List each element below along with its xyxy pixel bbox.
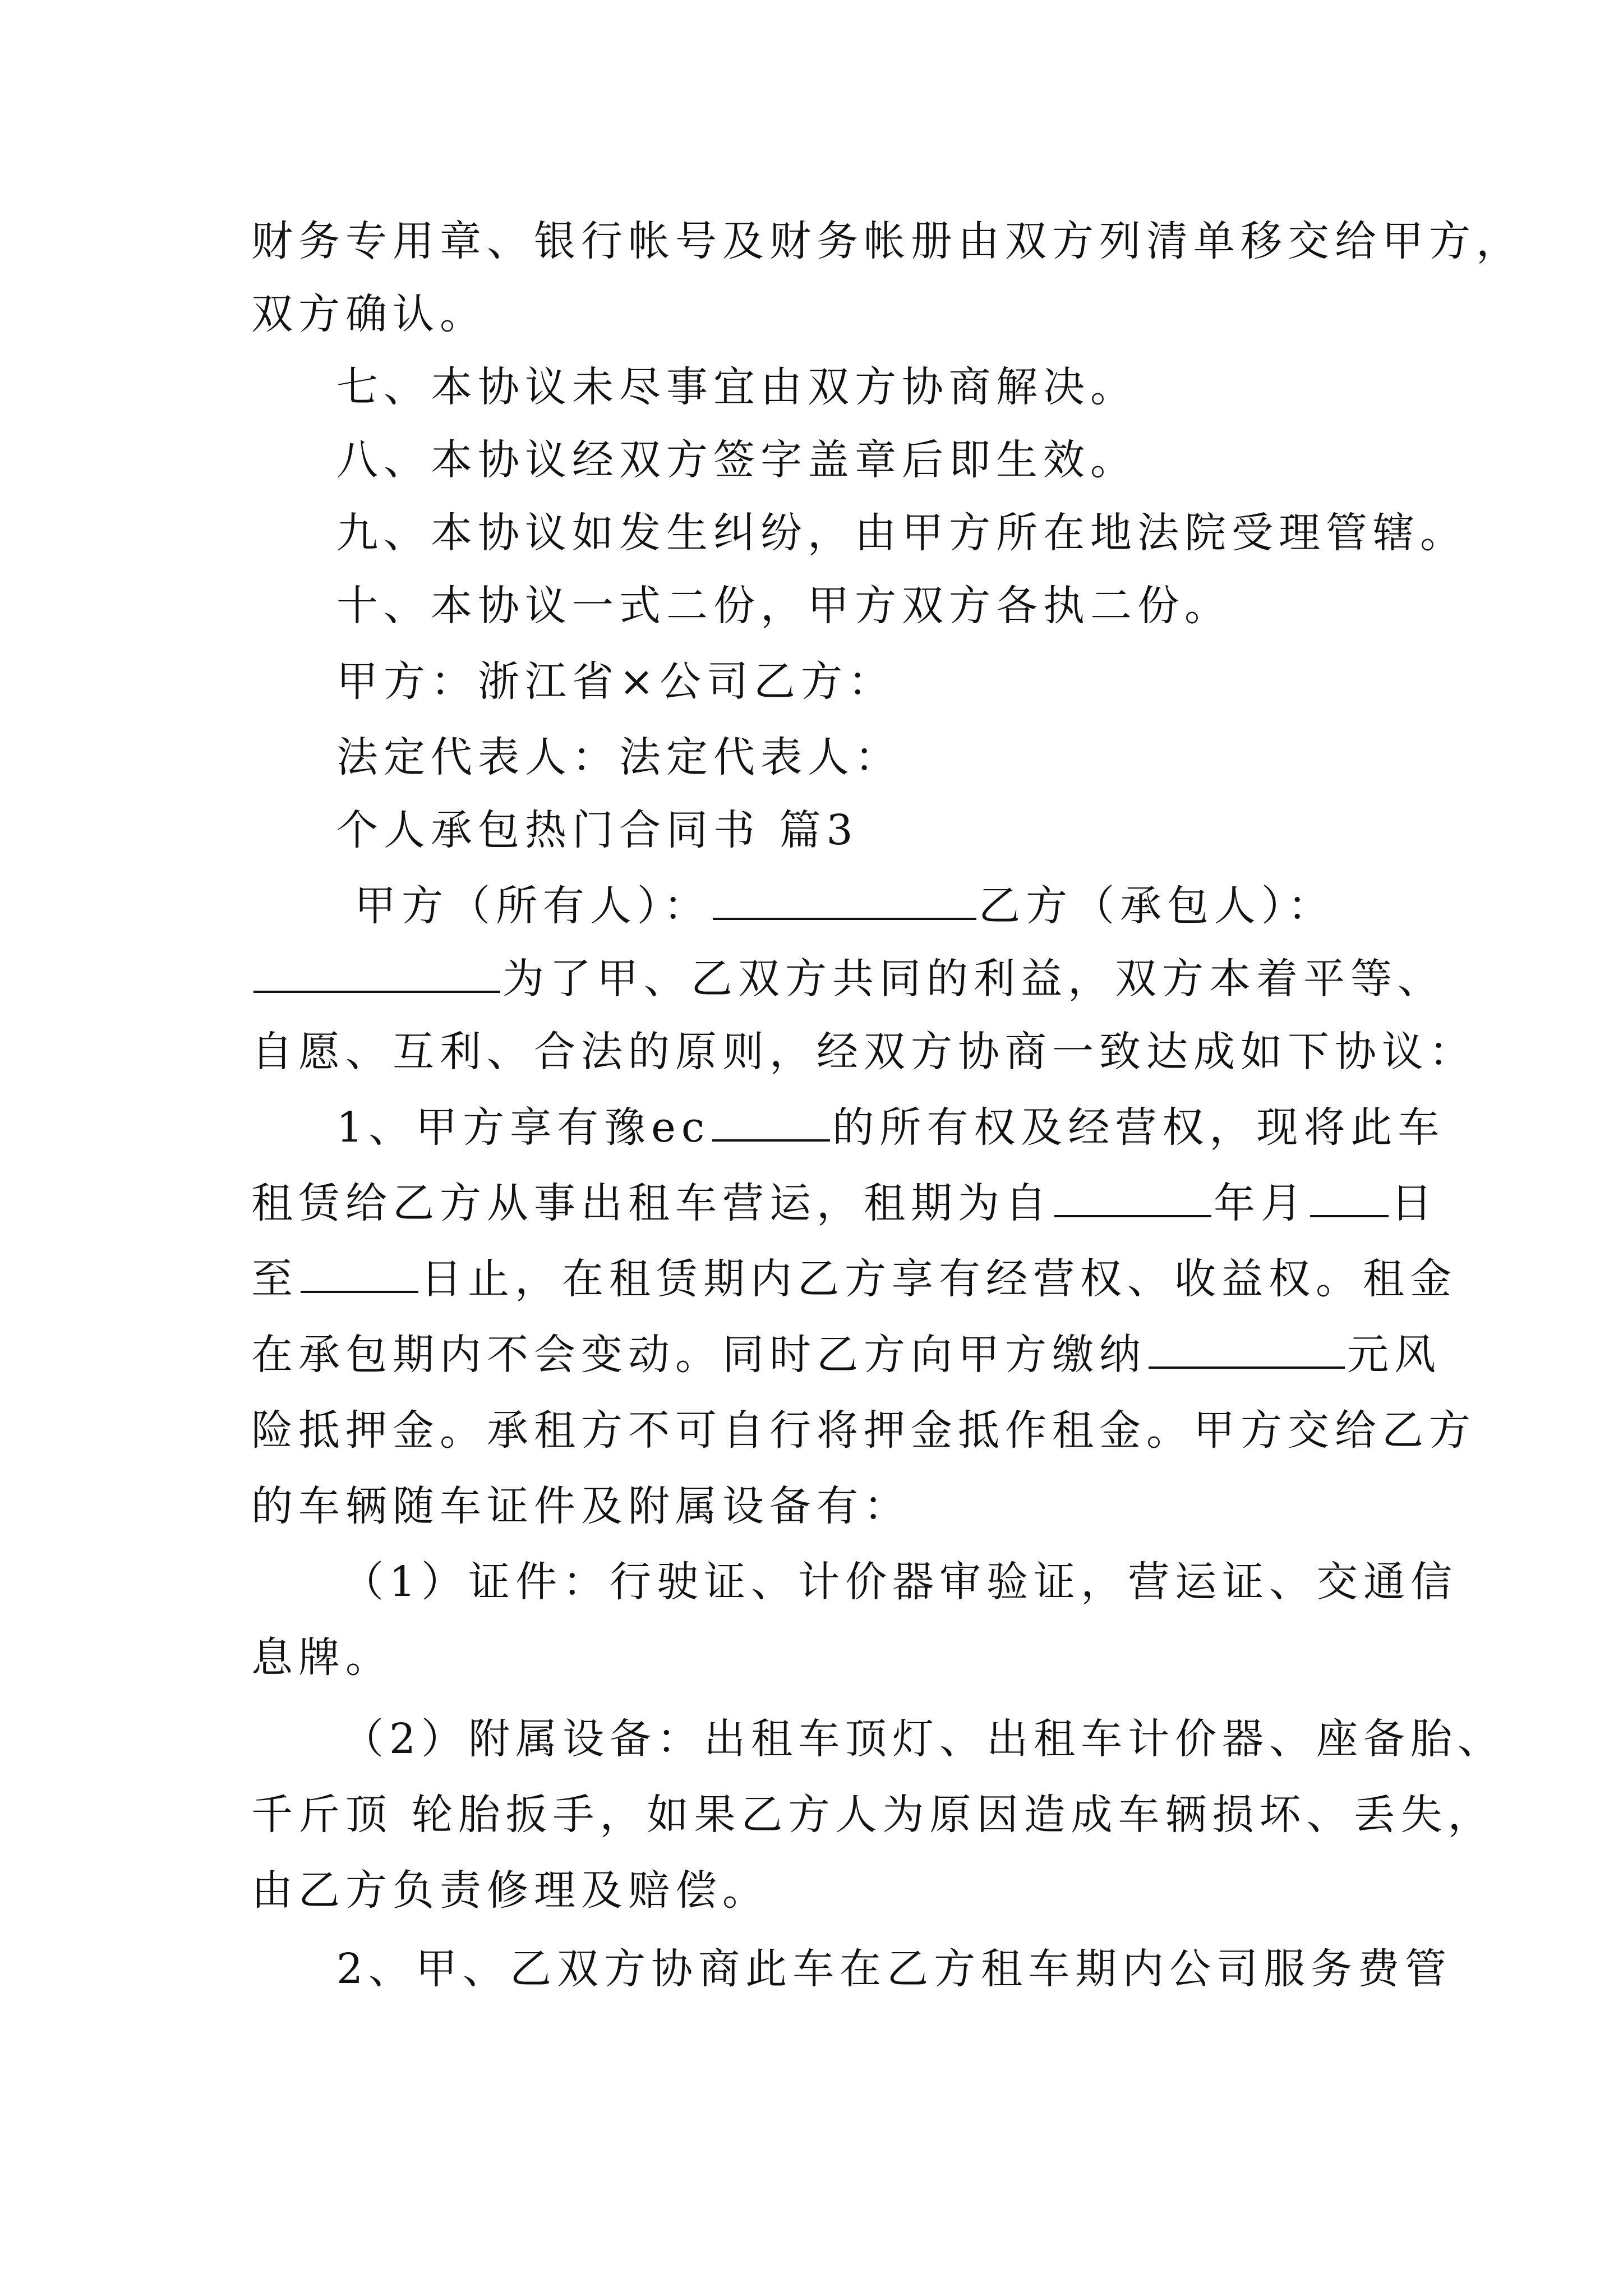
deposit-amount-blank [1149,1327,1345,1369]
clause-1-line-1 [336,1099,1445,1156]
text-segment: 日 [1391,1179,1438,1227]
text-segment: 年月 [1214,1179,1308,1227]
text-segment: 元风 [1347,1331,1441,1379]
party-b-label: 乙方（承包人）： [979,882,1335,930]
clause-1-line-6: 的车辆随车证件及附属设备有： [251,1482,911,1530]
item-2-line-3: 由乙方负责修理及赔偿。 [251,1866,769,1915]
party-a-blank [713,878,976,920]
clause-9: 九、本协议如发生纠纷，由甲方所在地法院受理管辖。 [336,509,1467,557]
text-segment: 日止，在租赁期内乙方享有经营权、收益权。租金 [421,1255,1457,1303]
text-segment: 租赁给乙方从事出租车营运，租期为自 [251,1179,1052,1227]
start-day-blank [1310,1176,1389,1217]
clause-1-line-2 [251,1175,1438,1231]
text-segment: 至 [251,1255,298,1303]
section-heading: 个人承包热门合同书 篇3 [336,806,859,854]
start-year-blank [1054,1176,1211,1217]
purpose-line [251,951,1445,1007]
clause-8: 八、本协议经双方签字盖章后即生效。 [336,436,1137,484]
clause-1-line-4 [251,1327,1441,1383]
legal-representative-line: 法定代表人：法定代表人： [336,733,902,781]
item-1-line-2: 息牌。 [251,1634,393,1682]
purpose-text: 为了甲、乙双方共同的利益，双方本着平等、 [502,955,1445,1003]
clause-1-line-5: 险抵押金。承租方不可自行将押金抵作租金。甲方交给乙方 [251,1406,1476,1455]
text-segment: 在承包期内不会变动。同时乙方向甲方缴纳 [251,1331,1146,1379]
item-1-line-1: （1）证件：行驶证、计价器审验证，营运证、交通信 [342,1558,1458,1606]
plate-number-blank [712,1100,830,1142]
end-date-blank [301,1251,418,1293]
text-line: 财务专用章、银行帐号及财务帐册由双方列清单移交给甲方， [251,217,1523,265]
item-2-line-2: 千斤顶 轮胎扳手，如果乙方人为原因造成车辆损坏、丢失， [251,1791,1495,1839]
party-a-label: 甲方（所有人）： [354,882,711,930]
clause-1-line-3 [251,1251,1457,1307]
clause-7: 七、本协议未尽事宜由双方协商解决。 [336,363,1137,411]
item-2-line-1: （2）附属设备：出租车顶灯、出租车计价器、座备胎、 [342,1715,1505,1763]
clause-2-line-1: 2、甲、乙双方协商此车在乙方租车期内公司服务费管 [336,1945,1453,1993]
party-line [354,878,1335,934]
party-b-blank [253,951,500,993]
text-segment: 1、甲方享有豫ec [336,1103,711,1152]
text-line: 自愿、互利、合法的原则，经双方协商一致达成如下协议： [251,1028,1476,1076]
party-a-signature-line: 甲方：浙江省×公司乙方： [336,657,896,706]
text-segment: 的所有权及经营权，现将此车 [832,1103,1445,1152]
clause-10: 十、本协议一式二份，甲方双方各执二份。 [336,582,1232,630]
text-line: 双方确认。 [251,290,487,338]
